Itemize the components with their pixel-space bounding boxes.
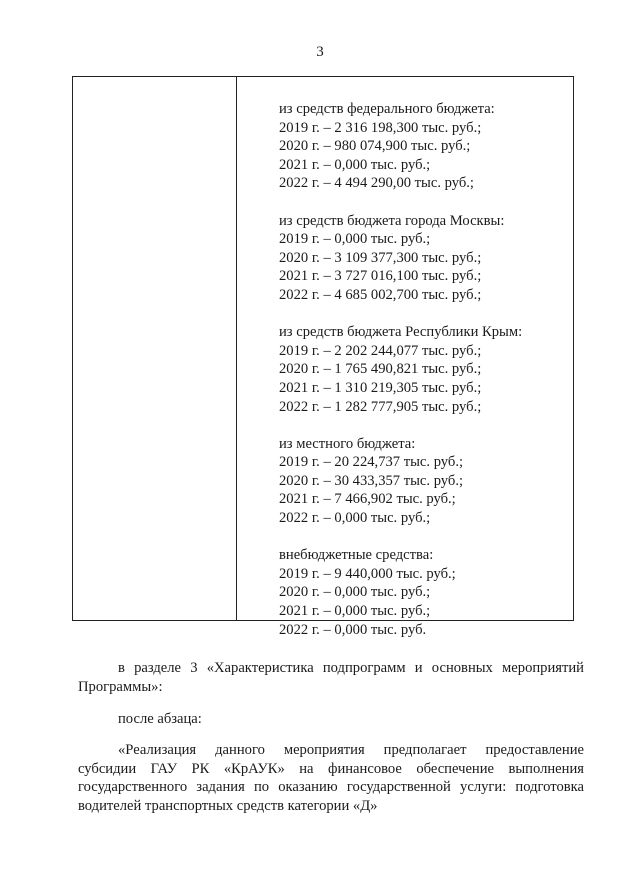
paragraph-line: «Реализация данного мероприятия предполагает предоставление xyxy=(118,742,584,758)
funding-line: 2021 г. – 7 466,902 тыс. руб.; xyxy=(279,491,456,508)
funding-group-heading: внебюджетные средства: xyxy=(279,547,434,564)
funding-group-heading: из средств бюджета города Москвы: xyxy=(279,212,505,229)
funding-line: 2022 г. – 4 494 290,00 тыс. руб.; xyxy=(279,175,474,192)
funding-line: 2019 г. – 9 440,000 тыс. руб.; xyxy=(279,565,456,582)
funding-line: 2021 г. – 3 727 016,100 тыс. руб.; xyxy=(279,268,482,285)
funding-line: 2019 г. – 2 202 244,077 тыс. руб.; xyxy=(279,342,482,359)
funding-line: 2022 г. – 1 282 777,905 тыс. руб.; xyxy=(279,398,482,415)
funding-group-heading: из местного бюджета: xyxy=(279,435,416,452)
paragraph-line: Программы»: xyxy=(78,678,163,695)
section-reference-paragraph xyxy=(78,659,584,696)
paragraph-line: субсидии ГАУ РК «КрАУК» на финансовое обеспечение выполнения xyxy=(78,760,584,777)
funding-group-moscow xyxy=(279,212,569,305)
funding-group-extrabudgetary xyxy=(279,546,569,639)
funding-line: 2020 г. – 30 433,357 тыс. руб.; xyxy=(279,472,464,489)
paragraph-line: государственного задания по оказанию государственной услуги: подготовка xyxy=(78,779,584,796)
funding-group-crimea xyxy=(279,323,569,416)
funding-line: 2019 г. – 0,000 тыс. руб.; xyxy=(279,231,431,248)
funding-group-heading: из средств федерального бюджета: xyxy=(279,101,495,117)
funding-line: 2022 г. – 0,000 тыс. руб. xyxy=(279,621,427,638)
funding-group-heading: из средств бюджета Республики Крым: xyxy=(279,324,523,341)
funding-line: 2020 г. – 980 074,900 тыс. руб.; xyxy=(279,138,471,155)
funding-line: 2021 г. – 0,000 тыс. руб.; xyxy=(279,603,431,620)
funding-line: 2020 г. – 3 109 377,300 тыс. руб.; xyxy=(279,249,482,266)
funding-group-local xyxy=(279,435,569,528)
paragraph-line: в разделе 3 «Характеристика подпрограмм и основных мероприятий xyxy=(118,660,584,676)
funding-line: 2021 г. – 0,000 тыс. руб.; xyxy=(279,156,431,173)
paragraph-line: после абзаца: xyxy=(118,711,202,727)
funding-line: 2020 г. – 1 765 490,821 тыс. руб.; xyxy=(279,361,482,378)
funding-line: 2021 г. – 1 310 219,305 тыс. руб.; xyxy=(279,379,482,396)
funding-sources-cell xyxy=(279,100,569,639)
funding-group-federal xyxy=(279,100,569,193)
funding-line: 2022 г. – 0,000 тыс. руб.; xyxy=(279,510,431,527)
funding-line: 2022 г. – 4 685 002,700 тыс. руб.; xyxy=(279,286,482,303)
after-paragraph-note xyxy=(78,710,584,729)
paragraph-line: водителей транспортных средств категории «Д» xyxy=(78,797,378,814)
funding-line: 2019 г. – 2 316 198,300 тыс. руб.; xyxy=(279,119,482,136)
quoted-paragraph xyxy=(78,741,584,815)
page-number: 3 xyxy=(316,44,324,60)
funding-line: 2020 г. – 0,000 тыс. руб.; xyxy=(279,584,431,601)
table-column-divider xyxy=(236,76,237,621)
funding-line: 2019 г. – 20 224,737 тыс. руб.; xyxy=(279,454,464,471)
